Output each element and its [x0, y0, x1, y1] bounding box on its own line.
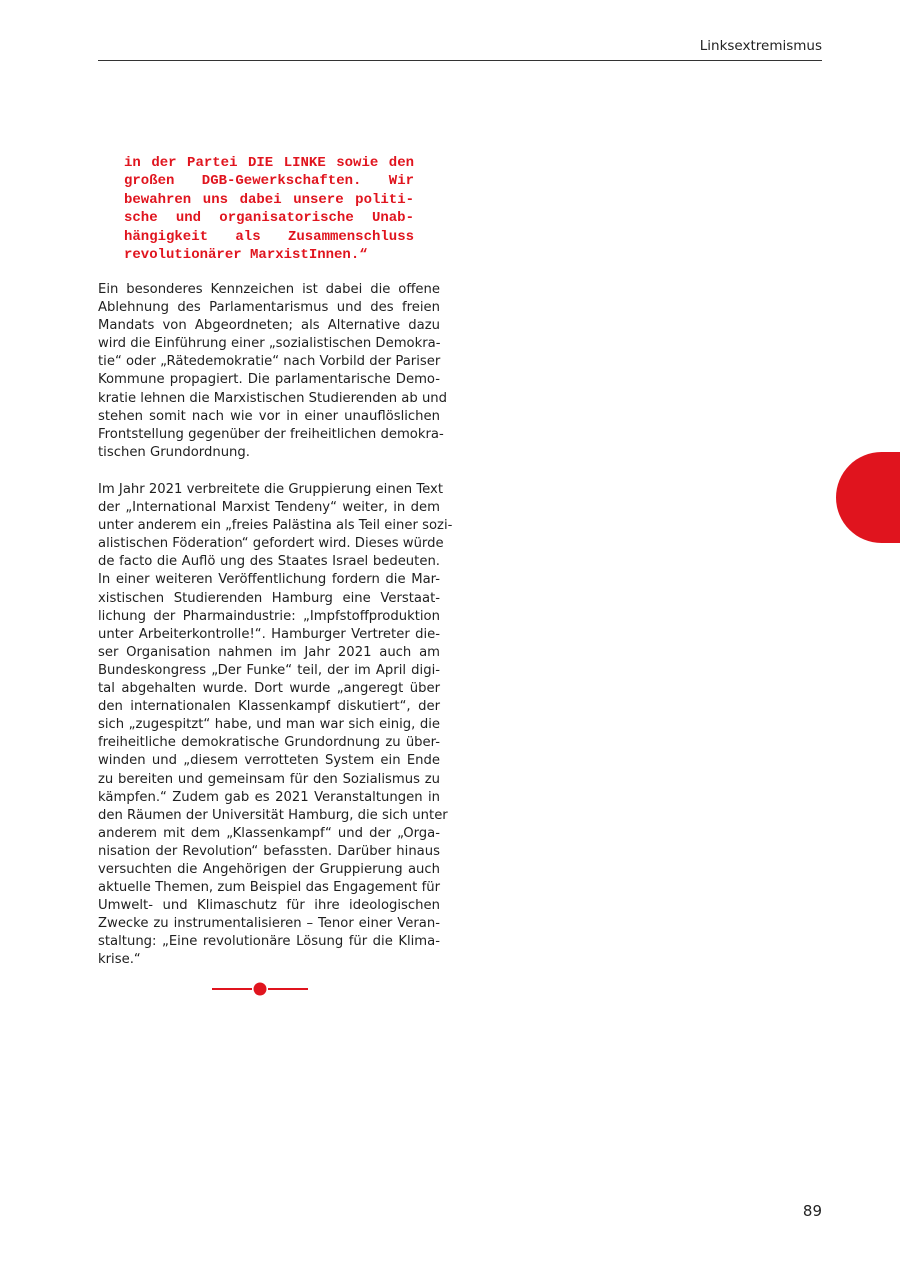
- text-line: freiheitliche demokratische Grundordnung zu über-: [98, 735, 440, 751]
- text-line: xistischen Studierenden Hamburg eine Verstaat-: [98, 590, 440, 606]
- text-line: wird die Einführung einer „sozialistischen Demokra-: [98, 336, 441, 352]
- text-line: Frontstellung gegenüber der freiheitlichen demokra-: [98, 426, 444, 442]
- text-line: Im Jahr 2021 verbreitete die Gruppierung einen Text: [98, 482, 444, 497]
- text-line: bewahren uns dabei unsere politi-: [124, 191, 414, 208]
- text-line: krise.“: [98, 952, 141, 968]
- text-line: hängigkeit als Zusammenschluss: [124, 228, 414, 245]
- text-line: tie“ oder „Rätedemokratie“ nach Vorbild der Pariser: [98, 354, 441, 370]
- page-number: 89: [802, 1202, 822, 1220]
- section-end-ornament: [212, 982, 308, 996]
- text-line: unter anderem ein „freies Palästina als Teil einer sozi-: [98, 518, 453, 534]
- text-line: lichung der Pharmaindustrie: „Impfstoffproduktion: [98, 608, 440, 624]
- text-line: den internationalen Klassenkampf diskutiert“, der: [98, 699, 440, 715]
- text-line: versuchten die Angehörigen der Gruppierung auch: [98, 861, 440, 877]
- text-line: der „International Marxist Tendeny“ weiter, in dem: [98, 500, 440, 516]
- text-line: großen DGB-Gewerkschaften. Wir: [124, 173, 414, 190]
- text-line: sche und organisatorische Unab-: [124, 210, 414, 227]
- header-divider: [98, 60, 822, 61]
- text-line: den Räumen der Universität Hamburg, die sich unter: [98, 807, 448, 823]
- text-line: aktuelle Themen, zum Beispiel das Engagement für: [98, 880, 440, 896]
- text-line: in der Partei DIE LINKE sowie den: [124, 155, 414, 171]
- text-line: ser Organisation nahmen im Jahr 2021 auch am: [98, 644, 440, 660]
- text-line: kratie lehnen die Marxistischen Studierenden ab und: [98, 390, 448, 406]
- text-line: stehen somit nach wie vor in einer unauflöslichen: [98, 408, 440, 424]
- text-line: tal abgehalten wurde. Dort wurde „angeregt über: [98, 681, 440, 697]
- text-line: Kommune propagiert. Die parlamentarische Demo-: [98, 372, 440, 388]
- text-line: nisation der Revolution“ befassten. Darüber hinaus: [98, 843, 440, 859]
- text-line: In einer weiteren Veröffentlichung fordern die Mar-: [98, 572, 440, 588]
- ornament-dot: [254, 983, 267, 996]
- text-line: unter Arbeiterkontrolle!“. Hamburger Vertreter die-: [98, 626, 440, 642]
- text-line: Bundeskongress „Der Funke“ teil, der im April digi-: [98, 662, 440, 678]
- text-line: staltung: „Eine revolutionäre Lösung für die Klima-: [98, 934, 440, 950]
- text-line: revolutionärer MarxistInnen.“: [124, 247, 368, 264]
- text-line: winden und „diesem verrotteten System ein Ende: [98, 753, 440, 769]
- text-line: de facto die Auflö ung des Staates Israel bedeuten.: [98, 554, 440, 570]
- text-line: Mandats von Abgeordneten; als Alternative dazu: [98, 318, 440, 334]
- pull-quote: [124, 154, 414, 264]
- text-line: sich „zugespitzt“ habe, und man war sich einig, die: [98, 717, 440, 733]
- text-line: Ein besonderes Kennzeichen ist dabei die offene: [98, 282, 440, 297]
- text-line: Zwecke zu instrumentalisieren – Tenor einer Veran-: [98, 916, 440, 932]
- text-line: tischen Grundordnung.: [98, 444, 250, 460]
- running-header-title: Linksextremismus: [699, 38, 822, 54]
- text-line: zu bereiten und gemeinsam für den Sozialismus zu: [98, 771, 440, 787]
- text-line: Umwelt- und Klimaschutz für ihre ideologischen: [98, 898, 440, 914]
- chapter-side-tab: [836, 452, 900, 543]
- text-line: kämpfen.“ Zudem gab es 2021 Veranstaltungen in: [98, 789, 440, 805]
- text-line: Ablehnung des Parlamentarismus und des freien: [98, 300, 440, 316]
- text-line: anderem mit dem „Klassenkampf“ und der „Orga-: [98, 825, 440, 841]
- paragraph-activities-2021: [98, 481, 453, 970]
- paragraph-parliamentarism: [98, 281, 448, 462]
- text-line: alistischen Föderation“ gefordert wird. Dieses würde: [98, 536, 444, 552]
